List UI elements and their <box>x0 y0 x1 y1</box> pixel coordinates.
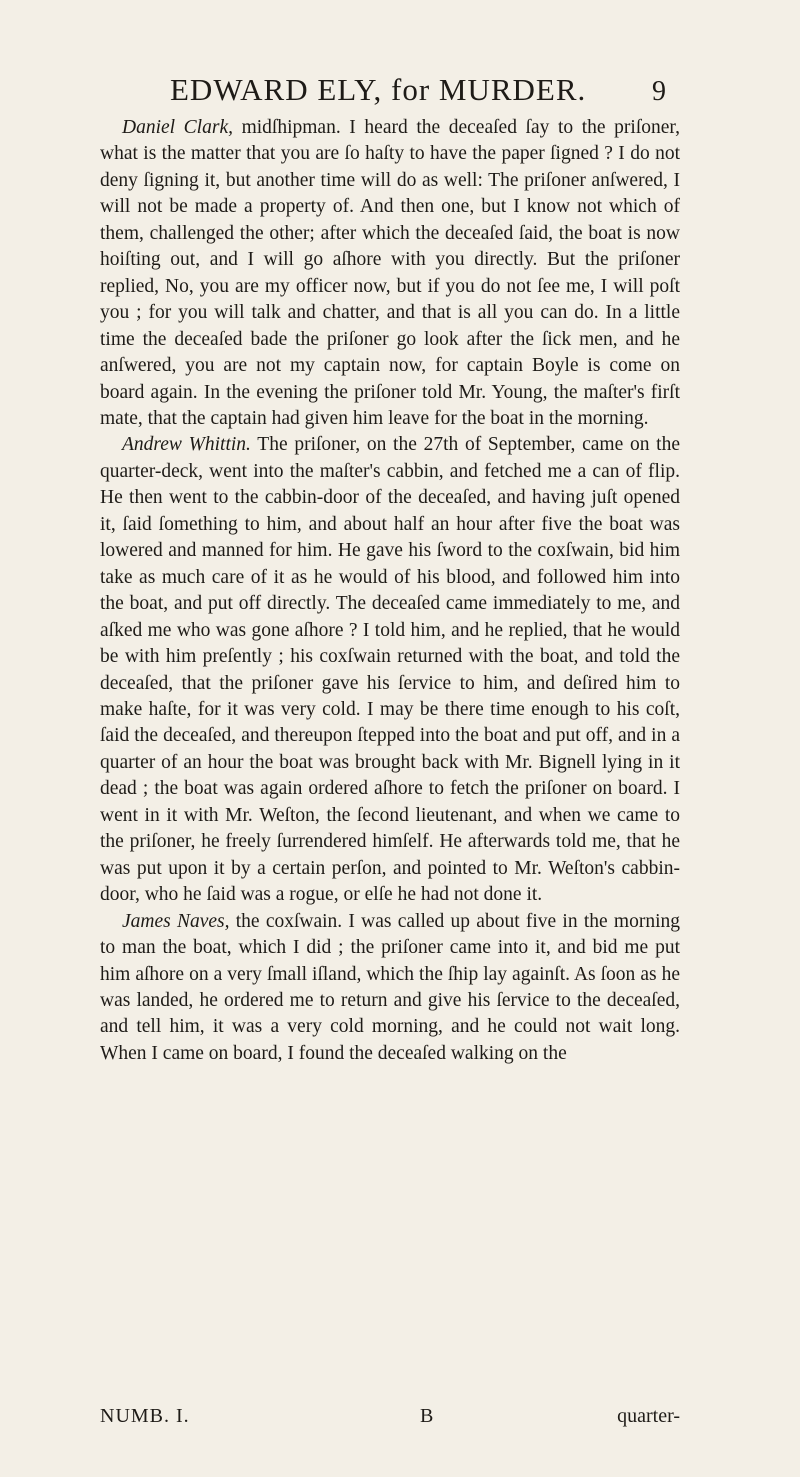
signature-mark: B <box>420 1405 434 1427</box>
body-text <box>100 115 680 1067</box>
testimony-text: midſhipman. I heard the deceaſed ſay to the priſoner, what is the matter that you are ſo haſty to have the paper ſigned ? I do not deny ſigning it, but another time will do as well: The priſoner anſwered, I will not be made a property of. And then one, but I know not which of them, challenged the other; after which the deceaſed ſaid, the boat is now hoiſting out, and I will go aſhore with you directly. But the priſoner replied, No, you are my officer now, but if you do not ſee me, I will poſt you ; for you will talk and chatter, and that is all you can do. In a little time the deceaſed bade the priſoner go look after the ſick men, and he anſwered, you are not my captain now, for captain Boyle is come on board again. In the evening the priſoner told Mr. Young, the maſter's firſt mate, that the captain had given him leave for the boat in the morning. <box>100 117 680 429</box>
paragraph-daniel-clark <box>100 115 680 432</box>
testimony-text: The priſoner, on the 27th of September, came on the quarter-deck, went into the maſter's cabbin, and fetched me a can of flip. He then went to the cabbin-door of the deceaſed, and having juſt opened it, ſaid ſomething to him, and about half an hour after five the boat was lowered and manned for him. He gave his ſword to the coxſwain, bid him take as much care of it as he would of his blood, and followed him into the boat, and put off directly. The deceaſed came immediately to me, and aſked me who was gone aſhore ? I told him, and he replied, that he would be with him preſently ; his coxſwain returned with the boat, and told the deceaſed, that the priſoner gave his ſervice to him, and deſired him to make haſte, for it was very cold. I may be there time enough to his coſt, ſaid the deceaſed, and thereupon ſtepped into the boat and put off, and in a quarter of an hour the boat was brought back with Mr. Bignell lying in it dead ; the boat was again ordered aſhore to fetch the priſoner on board. I went in it with Mr. Weſton, the ſecond lieutenant, and when we came to the priſoner, he freely ſurrendered himſelf. He afterwards told me, that he was put upon it by a certain perſon, and pointed to Mr. Weſton's cabbin-door, who he ſaid was a rogue, or elſe he had not done it. <box>100 434 680 906</box>
speaker-name: Daniel Clark, <box>122 117 233 138</box>
testimony-text: the coxſwain. I was called up about five in the morning to man the boat, which I did ; the priſoner came into it, and bid me put him aſhore on a very ſmall iſland, which the ſhip lay againſt. As ſoon as he was landed, he ordered me to return and give his ſervice to the deceaſed, and tell him, it was a very cold morning, and he could not wait long. When I came on board, I found the deceaſed walking on the <box>100 910 680 1064</box>
speaker-name: James Naves, <box>122 910 230 932</box>
speaker-name: Andrew Whittin. <box>122 434 251 456</box>
running-head-text: EDWARD ELY, for MURDER. <box>170 72 587 107</box>
running-head <box>170 72 650 108</box>
page-number: 9 <box>652 76 666 107</box>
catchword: quarter- <box>617 1405 680 1427</box>
number-label: NUMB. I. <box>100 1405 190 1427</box>
page-footer <box>100 1405 680 1433</box>
paragraph-andrew-whittin <box>100 432 680 908</box>
paragraph-james-naves <box>100 909 680 1068</box>
